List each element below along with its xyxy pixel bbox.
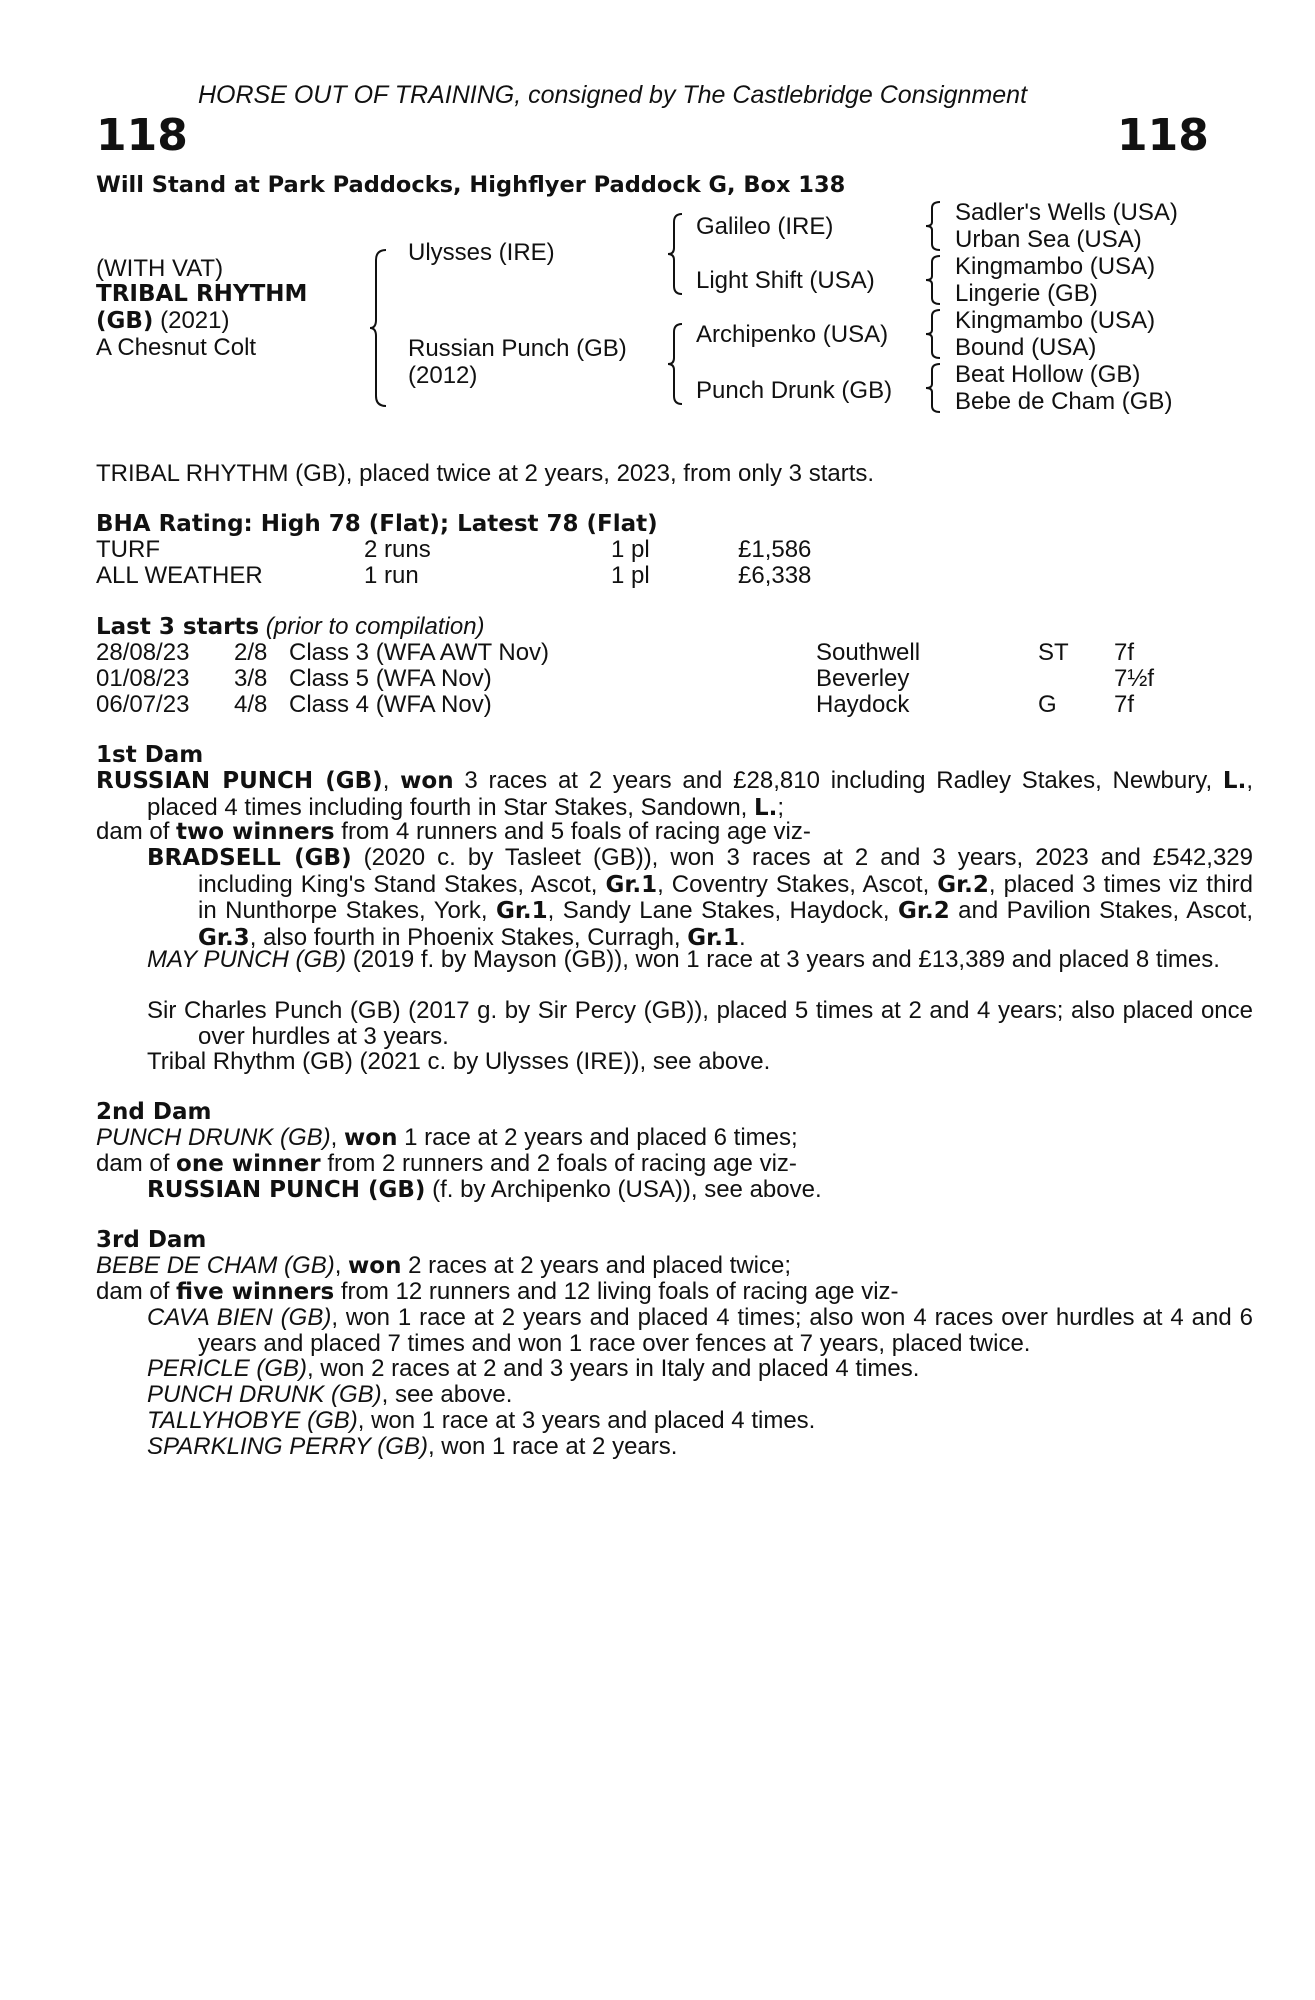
pedigree-brace-g3 <box>924 308 944 360</box>
pedigree-g4-5: Kingmambo (USA) <box>955 307 1156 334</box>
rating-placed: 1 pl <box>611 536 650 563</box>
rating-surface: TURF <box>96 536 160 563</box>
progeny-name: MAY PUNCH (GB) <box>147 946 347 973</box>
third-dam-won: won <box>348 1253 402 1279</box>
progeny-name: TALLYHOBYE (GB) <box>147 1407 358 1434</box>
progeny-text: , won 1 race at 3 years and placed 4 times. <box>357 1407 816 1434</box>
pedigree-sire-dam: Light Shift (USA) <box>696 267 875 294</box>
pedigree-dam: Russian Punch (GB) <box>408 335 627 362</box>
rating-placed: 1 pl <box>611 562 650 589</box>
start-row <box>96 640 1176 666</box>
horse-name: TRIBAL RHYTHM <box>96 281 308 307</box>
dam-of-winners: one winner <box>176 1151 321 1177</box>
rating-row <box>96 537 856 563</box>
start-race: Class 4 (WFA Nov) <box>289 691 492 718</box>
bha-rating-heading: BHA Rating: High 78 (Flat); Latest 78 (Flat) <box>96 511 658 537</box>
stand-location: Will Stand at Park Paddocks, Highflyer Paddock G, Box 138 <box>96 172 846 198</box>
progeny-text: and Pavilion Stakes, Ascot, <box>949 897 1253 924</box>
last-starts-note: (prior to compilation) <box>259 613 485 640</box>
progeny-name: RUSSIAN PUNCH (GB) <box>147 1177 426 1203</box>
listed-badge: L. <box>754 794 778 821</box>
dam-of-post: from 12 runners and 12 living foals of racing age viz- <box>334 1278 899 1305</box>
dam-of-pre: dam of <box>96 1150 177 1177</box>
group-badge: Gr.2 <box>898 898 950 924</box>
dam-of-winners: five winners <box>176 1279 335 1305</box>
third-dam-text: 2 races at 2 years and placed twice; <box>401 1252 792 1279</box>
start-row <box>96 692 1176 718</box>
start-position: 4/8 <box>234 691 268 718</box>
progeny-name: SPARKLING PERRY (GB) <box>147 1433 428 1460</box>
third-dam-heading: 3rd Dam <box>96 1227 207 1253</box>
rating-earnings: £6,338 <box>738 562 812 589</box>
pedigree-g4-6: Bound (USA) <box>955 334 1097 361</box>
dam-of-post: from 2 runners and 2 foals of racing age viz- <box>320 1150 797 1177</box>
start-distance: 7f <box>1114 639 1135 666</box>
pedigree-brace-dam <box>666 322 686 406</box>
third-dam-record <box>96 1253 791 1279</box>
horse-description: A Chesnut Colt <box>96 334 257 361</box>
first-dam-text2: , placed 4 times including fourth in Star Stakes, Sandown, <box>147 767 1253 821</box>
progeny-text: , Coventry Stakes, Ascot, <box>657 870 938 898</box>
pedigree-sire-sire: Galileo (IRE) <box>696 213 834 240</box>
third-dam-name: BEBE DE CHAM (GB) <box>96 1252 335 1279</box>
start-position: 2/8 <box>234 639 268 666</box>
group-badge: Gr.1 <box>605 871 658 898</box>
second-dam-won: won <box>344 1125 398 1151</box>
progeny-punch-drunk <box>147 1382 512 1408</box>
vat-note: (WITH VAT) <box>96 255 224 282</box>
pedigree-g4-8: Bebe de Cham (GB) <box>955 388 1173 415</box>
second-dam-produce-line <box>96 1151 797 1177</box>
pedigree-sire: Ulysses (IRE) <box>408 239 555 266</box>
rating-surface: ALL WEATHER <box>96 562 263 589</box>
last-starts-heading <box>96 614 485 640</box>
group-badge: Gr.3 <box>198 924 250 951</box>
dam-of-pre: dam of <box>96 818 177 845</box>
first-dam-record: RUSSIAN PUNCH (GB), won 3 races at 2 years and £28,810 including Radley Stakes, Newbury, L., placed 4 times including fourth in Star Stakes, Sandown, L.; <box>96 767 1253 821</box>
progeny-text: , also fourth in Phoenix Stakes, Curragh, <box>249 923 688 951</box>
progeny-name: PERICLE (GB) <box>147 1355 308 1382</box>
second-dam-heading: 2nd Dam <box>96 1099 212 1125</box>
rating-runs: 2 runs <box>364 536 431 563</box>
progeny-text: , placed 3 times viz third in Nunthorpe Stakes, York, <box>198 870 1253 924</box>
second-dam-sep: , <box>330 1124 345 1151</box>
pedigree-g4-1: Sadler's Wells (USA) <box>955 199 1178 226</box>
progeny-sparkling-perry <box>147 1434 677 1460</box>
first-dam-text: 3 races at 2 years and £28,810 including Radley Stakes, Newbury, <box>453 767 1223 794</box>
progeny-text: , won 1 race at 2 years. <box>427 1433 678 1460</box>
second-dam-text: 1 race at 2 years and placed 6 times; <box>397 1124 798 1151</box>
progeny-bradsell <box>147 845 1253 951</box>
start-distance: 7½f <box>1114 665 1155 692</box>
pedigree-brace-g1 <box>924 200 944 252</box>
pedigree-g4-3: Kingmambo (USA) <box>955 253 1156 280</box>
dam-of-post: from 4 runners and 5 foals of racing age viz- <box>334 818 811 845</box>
rating-row <box>96 563 856 589</box>
first-dam-produce-line <box>96 819 811 845</box>
horse-origin: (GB) <box>96 308 154 334</box>
start-race: Class 3 (WFA AWT Nov) <box>289 639 550 666</box>
start-position: 3/8 <box>234 665 268 692</box>
start-going: G <box>1038 691 1057 718</box>
first-dam-won: won <box>400 768 454 794</box>
pedigree-dam-year: (2012) <box>408 362 478 389</box>
rating-earnings: £1,586 <box>738 536 812 563</box>
group-badge: Gr.1 <box>495 898 548 924</box>
progeny-text: (f. by Archipenko (USA)), see above. <box>425 1176 822 1203</box>
progeny-pericle <box>147 1356 919 1382</box>
race-summary: TRIBAL RHYTHM (GB), placed twice at 2 years, 2023, from only 3 starts. <box>96 460 875 487</box>
second-dam-record <box>96 1125 798 1151</box>
first-dam-text3: ; <box>777 793 785 821</box>
group-badge: Gr.2 <box>937 871 989 898</box>
pedigree-g4-2: Urban Sea (USA) <box>955 226 1142 253</box>
progeny-text: (2019 f. by Mayson (GB)), won 1 race at 3 years and £13,389 and placed 8 times. <box>346 946 1220 973</box>
start-row <box>96 666 1176 692</box>
listed-badge: L. <box>1222 768 1247 794</box>
progeny-cava-bien <box>147 1305 1253 1356</box>
start-course: Southwell <box>816 639 921 666</box>
catalogue-title: HORSE OUT OF TRAINING, consigned by The Castlebridge Consignment <box>198 81 1028 109</box>
start-race: Class 5 (WFA Nov) <box>289 665 492 692</box>
progeny-sir-charles: Sir Charles Punch (GB) (2017 g. by Sir Percy (GB)), placed 5 times at 2 and 4 years; also placed once over hurdles at 3 years. <box>147 997 1253 1050</box>
second-dam-progeny <box>147 1177 822 1203</box>
start-date: 28/08/23 <box>96 639 190 666</box>
pedigree-dam-sire: Archipenko (USA) <box>696 321 889 348</box>
progeny-text: (2020 c. by Tasleet (GB)), won 3 races at 2 and 3 years, 2023 and £542,329 including King's Stand Stakes, Ascot, <box>198 844 1253 898</box>
start-course: Beverley <box>816 665 910 692</box>
start-course: Haydock <box>816 691 910 718</box>
pedigree-brace-g2 <box>924 254 944 306</box>
progeny-name: CAVA BIEN (GB) <box>147 1304 332 1331</box>
horse-year: (2021) <box>153 307 230 334</box>
progeny-text: , Sandy Lane Stakes, Haydock, <box>547 897 899 924</box>
progeny-text: . <box>738 923 746 951</box>
dam-of-pre: dam of <box>96 1278 177 1305</box>
pedigree-brace-sire <box>666 212 686 296</box>
rating-runs: 1 run <box>364 562 419 589</box>
progeny-may-punch <box>147 947 1253 973</box>
pedigree-brace-g4 <box>924 362 944 414</box>
pedigree-g4-7: Beat Hollow (GB) <box>955 361 1141 388</box>
progeny-tribal-rhythm: Tribal Rhythm (GB) (2021 c. by Ulysses (IRE)), see above. <box>147 1048 771 1075</box>
group-badge: Gr.1 <box>687 924 739 951</box>
start-going: ST <box>1038 639 1069 666</box>
dam-of-winners: two winners <box>176 819 335 845</box>
third-dam-produce-line <box>96 1279 899 1305</box>
pedigree-dam-dam: Punch Drunk (GB) <box>696 377 893 404</box>
horse-origin-year <box>96 308 229 334</box>
pedigree-g4-4: Lingerie (GB) <box>955 280 1098 307</box>
lot-number-right: 118 <box>1117 110 1209 161</box>
start-date: 06/07/23 <box>96 691 190 718</box>
progeny-tallyhobye <box>147 1408 815 1434</box>
third-dam-sep: , <box>334 1252 349 1279</box>
progeny-name: PUNCH DRUNK (GB) <box>147 1381 382 1408</box>
start-date: 01/08/23 <box>96 665 190 692</box>
second-dam-name: PUNCH DRUNK (GB) <box>96 1124 331 1151</box>
first-dam-name: RUSSIAN PUNCH (GB) <box>96 768 383 794</box>
start-distance: 7f <box>1114 691 1135 718</box>
last-starts-title: Last 3 starts <box>96 614 260 640</box>
progeny-text: , see above. <box>381 1381 513 1408</box>
progeny-text: , won 2 races at 2 and 3 years in Italy and placed 4 times. <box>307 1355 920 1382</box>
progeny-text: , won 1 race at 2 years and placed 4 times; also won 4 races over hurdles at 4 and 6 years and placed 7 times and won 1 race over fences at 7 years, placed twice. <box>198 1304 1253 1357</box>
lot-number-left: 118 <box>96 110 188 161</box>
pedigree-brace-main <box>368 248 392 408</box>
progeny-name: BRADSELL (GB) <box>147 845 352 871</box>
first-dam-heading: 1st Dam <box>96 742 204 768</box>
